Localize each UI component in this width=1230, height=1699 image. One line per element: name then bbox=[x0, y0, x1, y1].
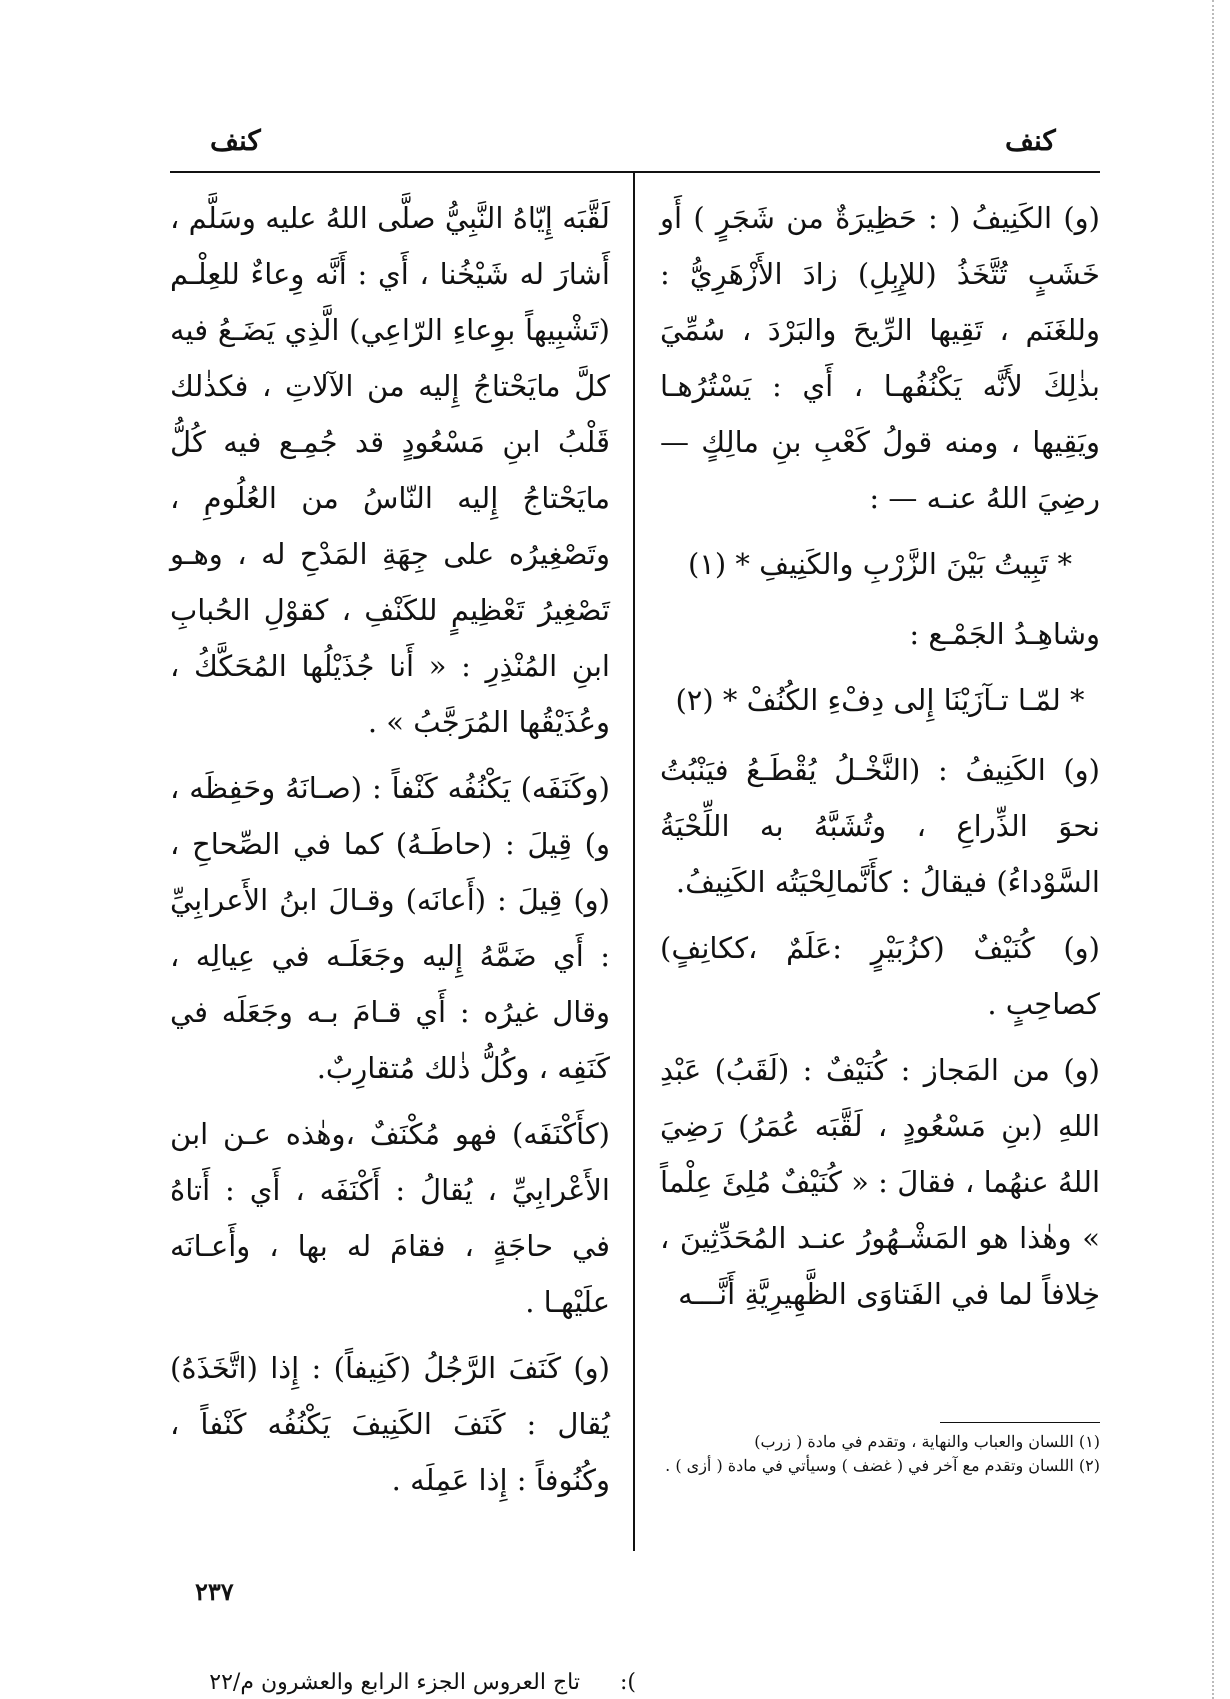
verse-line: * لمّـا تـآزَيْنَا إِلى دِفْءِ الكُنُفْ * (٢) bbox=[675, 683, 1085, 717]
entry-paragraph: لَقَّبَه إِيّاهُ النَّبِيُّ صلَّى اللهُ عليه وسَلَّم ، أَشارَ له شَيْخُنا ، أَي : أَنَّه وِعاءٌ للعِلْـم (تَشْبِيهاً بوِعاءِ الرّاعِي) الَّذِي يَضَـعُ فيه كلَّ مايَحْتاجُ إِليه من الآلاتِ ، فكذٰلك قَلْبُ ابنِ مَسْعُودٍ قد جُمِـع فيه كُلُّ مايَحْتاجُ إِليه النّاسُ من العُلُومِ ، وتَصْغِيرُه على جِهَةِ المَدْحِ له ، وهـو تَصْغِيرُ تَعْظِيمٍ للكَنْفِ ، كقوْلِ الحُبابِ ابنِ المُنْذِرِ : « أَنا جُذَيْلُها المُحَكَّكُ ، وعُذَيْقُها المُرَجَّبُ » . bbox=[170, 201, 610, 739]
entry-paragraph: (وكَنَفَه) يَكْنُفُه كَنْفاً : (صـانَهُ وحَفِظَه ، و) قِيلَ : (حاطَـهُ) كما في الصِّحاحِ ، (و) قِيلَ : (أَعانَه) وقـالَ ابنُ الأَعرابِيِّ : أَي ضَمَّهُ إِليه وجَعَلَـه في عِيالِه ، وقال غيرُه : أَي قـامَ بـه وجَعَلَه في كَنَفِه ، وكُلُّ ذٰلك مُتقارِبٌ. bbox=[170, 771, 610, 1085]
scan-edge-dots bbox=[1212, 0, 1216, 1699]
entry-paragraph: (و) الكَنِيفُ ( : حَظِيرَةٌ من شَجَرٍ ) أَو خَشَبٍ تُتَّخَذُ (للإِبِلِ) زادَ الأَزْهَرِيُّ : وللغَنَم ، تَقِيها الرِّيحَ والبَرْدَ ، سُمِّيَ بذٰلِكَ لأَنَّه يَكْنُفُهـا ، أَي : يَسْتُرُهـا ويَقِيها ، ومنه قولُ كَعْبِ بنِ مالِكٍ — رضِيَ اللهُ عنـه — : bbox=[660, 201, 1100, 515]
entry-paragraph: (و) كُنَيْفٌ (كزُبَيْرٍ :عَلَمٌ ،ككانِفٍ) كصاحِبٍ . bbox=[660, 931, 1100, 1021]
right-column bbox=[660, 190, 1100, 1332]
footnote: (٢) اللسان وتقدم مع آخر في ( غضف ) وسيأتي في مادة ( أزى ) . bbox=[665, 1456, 1100, 1475]
entry-paragraph: وشاهِـدُ الجَمْـع : bbox=[909, 617, 1100, 651]
footnote: (١) اللسان والعباب والنهاية ، وتقدم في مادة ( زرب) bbox=[754, 1432, 1100, 1451]
footnote-rule bbox=[940, 1422, 1100, 1423]
header-rule bbox=[170, 171, 1100, 173]
signature-mark: :( bbox=[620, 1670, 636, 1695]
header-right-word: كنف bbox=[1005, 124, 1056, 157]
column-divider bbox=[633, 171, 635, 1551]
entry-paragraph: (كأَكْنَفَه) فهو مُكْنَفٌ ،وهٰذه عـن ابن الأَعْرابِيِّ ، يُقالُ : أَكْنَفَه ، أَي : أَتاهُ في حاجَةٍ ، فقامَ له بها ، وأَعـانَه علَيْهـا . bbox=[170, 1117, 610, 1319]
left-column bbox=[170, 190, 610, 1518]
signature-line: تاج العروس الجزء الرابع والعشرون م/٢٢ bbox=[209, 1670, 580, 1695]
entry-paragraph: (و) كَنَفَ الرَّجُلُ (كَنِيفاً) : إِذا (اتَّخَذَهُ) يُقال : كَنَفَ الكَنِيفَ يَكْنُفُه كَنْفاً ، وكُنُوفاً : إِذا عَمِلَه . bbox=[170, 1351, 610, 1497]
page-number: ٢٣٧ bbox=[195, 1577, 234, 1606]
verse-line: * تَبِيتُ بَيْنَ الزَّرْبِ والكَنِيفِ * (١) bbox=[687, 547, 1073, 581]
entry-paragraph: (و) من المَجاز : كُنَيْفٌ : (لَقَبُ) عَبْدِ اللهِ (بنِ مَسْعُودٍ ، لَقَّبَه عُمَرُ) رَضِيَ اللهُ عنهُما ، فقالَ : « كُنَيْفٌ مُلِئَ عِلْماً » وهٰذا هو المَشْـهُورُ عنـد المُحَدِّثِينَ ، خِلافاً لما في الفَتاوَى الظَّهِيرِيَّةِ أَنَّـــه bbox=[660, 1053, 1100, 1311]
entry-paragraph: (و) الكَنِيفُ : (النَّخْـلُ يُقْطَـعُ فيَنْبُتُ نحوَ الذِّراعِ ، وتُشَبَّهُ به اللِّحْيَةُ السَّوْداءُ) فيقالُ : كأَنَّمالِحْيَتُه الكَنِيفُ. bbox=[660, 753, 1100, 899]
header-left-word: كنف bbox=[210, 124, 261, 157]
footnotes bbox=[660, 1430, 1100, 1478]
